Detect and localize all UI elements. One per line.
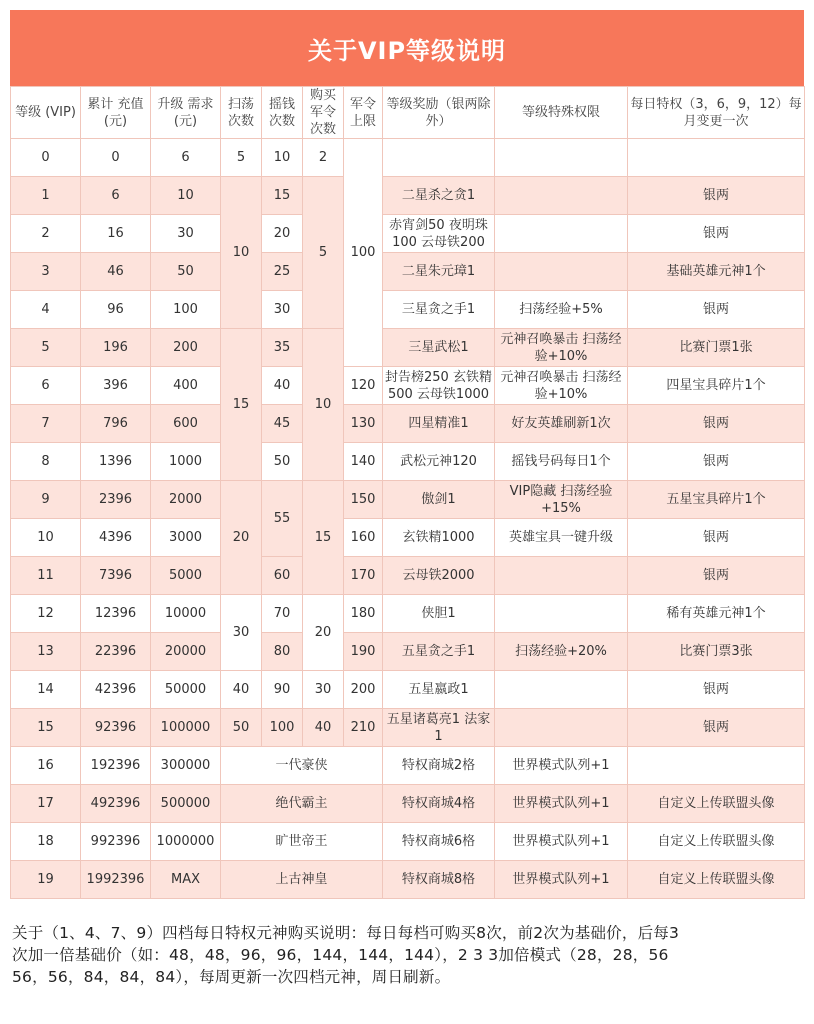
cell-daily: 比赛门票3张 xyxy=(628,633,805,671)
cell-sweep: 15 xyxy=(221,329,262,481)
cell-title: 一代豪侠 xyxy=(221,747,383,785)
table-row xyxy=(11,481,805,519)
cell-sweep: 40 xyxy=(221,671,262,709)
cell-level: 10 xyxy=(11,519,81,557)
table-row xyxy=(11,291,805,329)
cell-money: 55 xyxy=(262,481,303,557)
cell-title: 旷世帝王 xyxy=(221,823,383,861)
cell-daily: 比赛门票1张 xyxy=(628,329,805,367)
cell-money: 45 xyxy=(262,405,303,443)
cell-upgrade: 400 xyxy=(151,367,221,405)
cell-cumulative: 196 xyxy=(81,329,151,367)
cell-special: 世界模式队列+1 xyxy=(495,861,628,899)
table-row xyxy=(11,405,805,443)
cell-level: 7 xyxy=(11,405,81,443)
cell-cap: 200 xyxy=(344,671,383,709)
note-line: 次加一倍基础价（如：48，48，96，96，144，144，144），2 3 3加倍模式（28，28，56 xyxy=(12,946,669,964)
cell-upgrade: 100000 xyxy=(151,709,221,747)
cell-money: 50 xyxy=(262,443,303,481)
cell-reward: 特权商城6格 xyxy=(383,823,495,861)
cell-level: 3 xyxy=(11,253,81,291)
cell-level: 5 xyxy=(11,329,81,367)
table-row xyxy=(11,671,805,709)
cell-reward: 特权商城2格 xyxy=(383,747,495,785)
cell-daily: 银两 xyxy=(628,519,805,557)
cell-level: 2 xyxy=(11,215,81,253)
cell-upgrade: 500000 xyxy=(151,785,221,823)
cell-upgrade: 10 xyxy=(151,177,221,215)
cell-daily: 自定义上传联盟头像 xyxy=(628,861,805,899)
cell-money: 40 xyxy=(262,367,303,405)
cell-special xyxy=(495,709,628,747)
cell-daily: 银两 xyxy=(628,557,805,595)
cell-cumulative: 0 xyxy=(81,139,151,177)
cell-reward: 四星精准1 xyxy=(383,405,495,443)
cell-cumulative: 7396 xyxy=(81,557,151,595)
cell-cap: 120 xyxy=(344,367,383,405)
cell-upgrade: 50000 xyxy=(151,671,221,709)
cell-cumulative: 16 xyxy=(81,215,151,253)
cell-money: 20 xyxy=(262,215,303,253)
cell-level: 13 xyxy=(11,633,81,671)
purchase-note xyxy=(12,922,804,988)
cell-special: 世界模式队列+1 xyxy=(495,747,628,785)
cell-money: 80 xyxy=(262,633,303,671)
cell-upgrade: 1000 xyxy=(151,443,221,481)
cell-daily: 四星宝具碎片1个 xyxy=(628,367,805,405)
cell-reward: 侠胆1 xyxy=(383,595,495,633)
cell-upgrade: 600 xyxy=(151,405,221,443)
cell-reward: 傲剑1 xyxy=(383,481,495,519)
note-line: 关于（1、4、7、9）四档每日特权元神购买说明：每日每档可购买8次，前2次为基础价，后每3 xyxy=(12,924,680,942)
cell-money: 30 xyxy=(262,291,303,329)
cell-money: 15 xyxy=(262,177,303,215)
table-row xyxy=(11,329,805,367)
header-cap: 军令上限 xyxy=(344,87,383,139)
cell-daily: 自定义上传联盟头像 xyxy=(628,785,805,823)
cell-money: 100 xyxy=(262,709,303,747)
cell-special xyxy=(495,215,628,253)
cell-level: 4 xyxy=(11,291,81,329)
cell-cap: 170 xyxy=(344,557,383,595)
page-title: 关于VIP等级说明 xyxy=(307,36,507,65)
cell-level: 14 xyxy=(11,671,81,709)
cell-daily: 银两 xyxy=(628,671,805,709)
cell-special: 世界模式队列+1 xyxy=(495,823,628,861)
cell-upgrade: MAX xyxy=(151,861,221,899)
cell-cumulative: 92396 xyxy=(81,709,151,747)
cell-reward: 特权商城8格 xyxy=(383,861,495,899)
cell-cumulative: 992396 xyxy=(81,823,151,861)
table-row xyxy=(11,253,805,291)
cell-daily xyxy=(628,747,805,785)
cell-reward: 云母铁2000 xyxy=(383,557,495,595)
cell-cap: 210 xyxy=(344,709,383,747)
cell-level: 6 xyxy=(11,367,81,405)
cell-special xyxy=(495,177,628,215)
cell-buy: 2 xyxy=(303,139,344,177)
cell-level: 19 xyxy=(11,861,81,899)
cell-buy: 15 xyxy=(303,481,344,595)
table-row xyxy=(11,177,805,215)
cell-daily: 银两 xyxy=(628,177,805,215)
cell-reward: 五星贪之手1 xyxy=(383,633,495,671)
cell-daily: 银两 xyxy=(628,405,805,443)
cell-upgrade: 1000000 xyxy=(151,823,221,861)
cell-reward: 五星诸葛亮1 法家1 xyxy=(383,709,495,747)
cell-money: 90 xyxy=(262,671,303,709)
cell-upgrade: 5000 xyxy=(151,557,221,595)
cell-special: VIP隐藏 扫荡经验+15% xyxy=(495,481,628,519)
cell-cumulative: 96 xyxy=(81,291,151,329)
cell-special: 扫荡经验+20% xyxy=(495,633,628,671)
table-row xyxy=(11,557,805,595)
cell-sweep: 20 xyxy=(221,481,262,595)
cell-daily: 五星宝具碎片1个 xyxy=(628,481,805,519)
cell-level: 8 xyxy=(11,443,81,481)
cell-special: 元神召唤暴击 扫荡经验+10% xyxy=(495,367,628,405)
cell-sweep: 5 xyxy=(221,139,262,177)
cell-cumulative: 22396 xyxy=(81,633,151,671)
cell-daily xyxy=(628,139,805,177)
cell-daily: 银两 xyxy=(628,443,805,481)
cell-level: 18 xyxy=(11,823,81,861)
table-row xyxy=(11,785,805,823)
cell-upgrade: 20000 xyxy=(151,633,221,671)
cell-reward: 特权商城4格 xyxy=(383,785,495,823)
header-buy: 购买军令次数 xyxy=(303,87,344,139)
cell-cap: 160 xyxy=(344,519,383,557)
cell-money: 10 xyxy=(262,139,303,177)
cell-daily: 基础英雄元神1个 xyxy=(628,253,805,291)
vip-table xyxy=(10,86,805,899)
cell-level: 9 xyxy=(11,481,81,519)
header-level: 等级 (VIP) xyxy=(11,87,81,139)
table-row xyxy=(11,709,805,747)
cell-cumulative: 42396 xyxy=(81,671,151,709)
cell-reward: 三星贪之手1 xyxy=(383,291,495,329)
cell-upgrade: 3000 xyxy=(151,519,221,557)
cell-title: 上古神皇 xyxy=(221,861,383,899)
header-reward: 等级奖励（银两除外） xyxy=(383,87,495,139)
cell-special xyxy=(495,595,628,633)
cell-special: 英雄宝具一键升级 xyxy=(495,519,628,557)
cell-special xyxy=(495,253,628,291)
table-row xyxy=(11,519,805,557)
cell-level: 16 xyxy=(11,747,81,785)
cell-reward: 三星武松1 xyxy=(383,329,495,367)
cell-special xyxy=(495,671,628,709)
header-daily: 每日特权（3，6，9，12）每月变更一次 xyxy=(628,87,805,139)
cell-cap: 140 xyxy=(344,443,383,481)
cell-special: 元神召唤暴击 扫荡经验+10% xyxy=(495,329,628,367)
cell-upgrade: 300000 xyxy=(151,747,221,785)
cell-reward: 玄铁精1000 xyxy=(383,519,495,557)
cell-upgrade: 10000 xyxy=(151,595,221,633)
cell-buy: 40 xyxy=(303,709,344,747)
cell-buy: 10 xyxy=(303,329,344,481)
cell-daily: 银两 xyxy=(628,291,805,329)
table-row xyxy=(11,823,805,861)
cell-daily: 自定义上传联盟头像 xyxy=(628,823,805,861)
cell-level: 1 xyxy=(11,177,81,215)
cell-cap: 130 xyxy=(344,405,383,443)
table-row xyxy=(11,747,805,785)
cell-cumulative: 4396 xyxy=(81,519,151,557)
cell-reward: 赤宵剑50 夜明珠100 云母铁200 xyxy=(383,215,495,253)
table-row xyxy=(11,633,805,671)
cell-special: 好友英雄刷新1次 xyxy=(495,405,628,443)
cell-cap: 100 xyxy=(344,139,383,367)
header-row xyxy=(11,87,805,139)
cell-special xyxy=(495,139,628,177)
cell-special: 摇钱号码每日1个 xyxy=(495,443,628,481)
header-sweep: 扫荡次数 xyxy=(221,87,262,139)
cell-cumulative: 396 xyxy=(81,367,151,405)
cell-buy: 30 xyxy=(303,671,344,709)
cell-cumulative: 1396 xyxy=(81,443,151,481)
title-banner xyxy=(10,10,804,86)
cell-cumulative: 6 xyxy=(81,177,151,215)
cell-reward: 封告榜250 玄铁精500 云母铁1000 xyxy=(383,367,495,405)
cell-title: 绝代霸主 xyxy=(221,785,383,823)
table-row xyxy=(11,861,805,899)
cell-money: 35 xyxy=(262,329,303,367)
cell-special: 世界模式队列+1 xyxy=(495,785,628,823)
cell-sweep: 30 xyxy=(221,595,262,671)
cell-cap: 190 xyxy=(344,633,383,671)
header-money: 摇钱次数 xyxy=(262,87,303,139)
cell-cumulative: 796 xyxy=(81,405,151,443)
table-row xyxy=(11,215,805,253)
cell-money: 70 xyxy=(262,595,303,633)
header-upgrade: 升级 需求(元) xyxy=(151,87,221,139)
cell-cumulative: 12396 xyxy=(81,595,151,633)
cell-level: 12 xyxy=(11,595,81,633)
cell-buy: 20 xyxy=(303,595,344,671)
cell-level: 15 xyxy=(11,709,81,747)
cell-level: 17 xyxy=(11,785,81,823)
cell-level: 11 xyxy=(11,557,81,595)
header-special: 等级特殊权限 xyxy=(495,87,628,139)
cell-cap: 150 xyxy=(344,481,383,519)
cell-upgrade: 2000 xyxy=(151,481,221,519)
header-cumulative: 累计 充值(元) xyxy=(81,87,151,139)
table-row xyxy=(11,367,805,405)
cell-cumulative: 192396 xyxy=(81,747,151,785)
note-line: 56，56，84，84，84），每周更新一次四档元神，周日刷新。 xyxy=(12,968,451,986)
cell-money: 25 xyxy=(262,253,303,291)
cell-sweep: 50 xyxy=(221,709,262,747)
cell-upgrade: 50 xyxy=(151,253,221,291)
cell-cumulative: 46 xyxy=(81,253,151,291)
cell-upgrade: 100 xyxy=(151,291,221,329)
cell-reward: 五星嬴政1 xyxy=(383,671,495,709)
table-row xyxy=(11,595,805,633)
cell-reward: 二星杀之贪1 xyxy=(383,177,495,215)
cell-special xyxy=(495,557,628,595)
cell-cumulative: 1992396 xyxy=(81,861,151,899)
cell-cumulative: 492396 xyxy=(81,785,151,823)
cell-daily: 稀有英雄元神1个 xyxy=(628,595,805,633)
cell-sweep: 10 xyxy=(221,177,262,329)
table-row xyxy=(11,139,805,177)
cell-cap: 180 xyxy=(344,595,383,633)
table-row xyxy=(11,443,805,481)
cell-special: 扫荡经验+5% xyxy=(495,291,628,329)
cell-buy: 5 xyxy=(303,177,344,329)
cell-reward: 二星朱元璋1 xyxy=(383,253,495,291)
cell-upgrade: 200 xyxy=(151,329,221,367)
cell-reward xyxy=(383,139,495,177)
cell-reward: 武松元神120 xyxy=(383,443,495,481)
cell-money: 60 xyxy=(262,557,303,595)
cell-daily: 银两 xyxy=(628,215,805,253)
cell-upgrade: 30 xyxy=(151,215,221,253)
cell-level: 0 xyxy=(11,139,81,177)
cell-upgrade: 6 xyxy=(151,139,221,177)
cell-daily: 银两 xyxy=(628,709,805,747)
cell-cumulative: 2396 xyxy=(81,481,151,519)
